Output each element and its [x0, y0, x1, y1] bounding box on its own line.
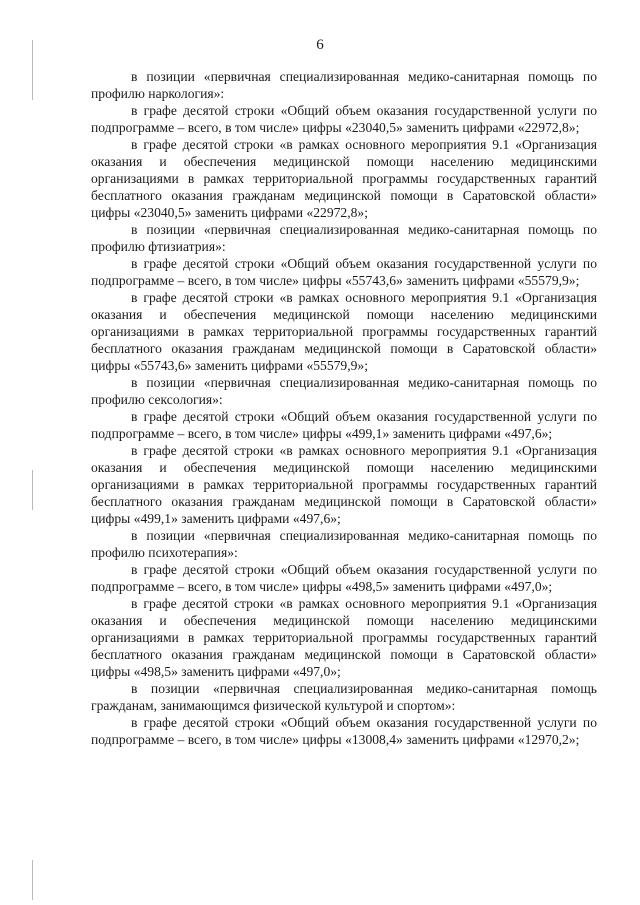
- page-number: 6: [316, 37, 324, 53]
- paragraph-activity-row: в графе десятой строки «в рамках основного мероприятия 9.1 «Организация оказания и обеспечения медицинской помощи населению медицинскими организациями в рамках территориальной программы государственных гарантий бесплатного оказания гражданам медицинской помощи в Саратовской области» цифры «499,1» заменить цифрами «497,6»;: [91, 443, 597, 526]
- paragraph-position-psychotherapy: в позиции «первичная специализированная медико-санитарная помощь по профилю психотерапия»:: [91, 528, 597, 560]
- paragraph-position-sport: в позиции «первичная специализированная медико-санитарная помощь гражданам, занимающимся физической культурой и спортом»:: [91, 681, 597, 713]
- paragraph-total-row: в графе десятой строки «Общий объем оказания государственной услуги по подпрограмме – всего, в том числе» цифры «498,5» заменить цифрами «497,0»;: [91, 562, 597, 594]
- scan-edge-mark: [32, 860, 33, 900]
- paragraph-position-phthisiatry: в позиции «первичная специализированная медико-санитарная помощь по профилю фтизиатрия»:: [91, 222, 597, 254]
- paragraph-position-sexology: в позиции «первичная специализированная медико-санитарная помощь по профилю сексология»:: [91, 375, 597, 407]
- paragraph-activity-row: в графе десятой строки «в рамках основного мероприятия 9.1 «Организация оказания и обеспечения медицинской помощи населению медицинскими организациями в рамках территориальной программы государственных гарантий бесплатного оказания гражданам медицинской помощи в Саратовской области» цифры «23040,5» заменить цифрами «22972,8»;: [91, 137, 597, 220]
- paragraph-activity-row: в графе десятой строки «в рамках основного мероприятия 9.1 «Организация оказания и обеспечения медицинской помощи населению медицинскими организациями в рамках территориальной программы государственных гарантий бесплатного оказания гражданам медицинской помощи в Саратовской области» цифры «498,5» заменить цифрами «497,0»;: [91, 596, 597, 679]
- document-body: [91, 68, 597, 748]
- scan-edge-mark: [32, 470, 33, 510]
- paragraph-total-row: в графе десятой строки «Общий объем оказания государственной услуги по подпрограмме – всего, в том числе» цифры «13008,4» заменить цифрами «12970,2»;: [91, 715, 597, 747]
- paragraph-activity-row: в графе десятой строки «в рамках основного мероприятия 9.1 «Организация оказания и обеспечения медицинской помощи населению медицинскими организациями в рамках территориальной программы государственных гарантий бесплатного оказания гражданам медицинской помощи в Саратовской области» цифры «55743,6» заменить цифрами «55579,9»;: [91, 290, 597, 373]
- paragraph-position-narcology: в позиции «первичная специализированная медико-санитарная помощь по профилю наркология»:: [91, 69, 597, 101]
- paragraph-total-row: в графе десятой строки «Общий объем оказания государственной услуги по подпрограмме – всего, в том числе» цифры «499,1» заменить цифрами «497,6»;: [91, 409, 597, 441]
- paragraph-total-row: в графе десятой строки «Общий объем оказания государственной услуги по подпрограмме – всего, в том числе» цифры «23040,5» заменить цифрами «22972,8»;: [91, 103, 597, 135]
- paragraph-total-row: в графе десятой строки «Общий объем оказания государственной услуги по подпрограмме – всего, в том числе» цифры «55743,6» заменить цифрами «55579,9»;: [91, 256, 597, 288]
